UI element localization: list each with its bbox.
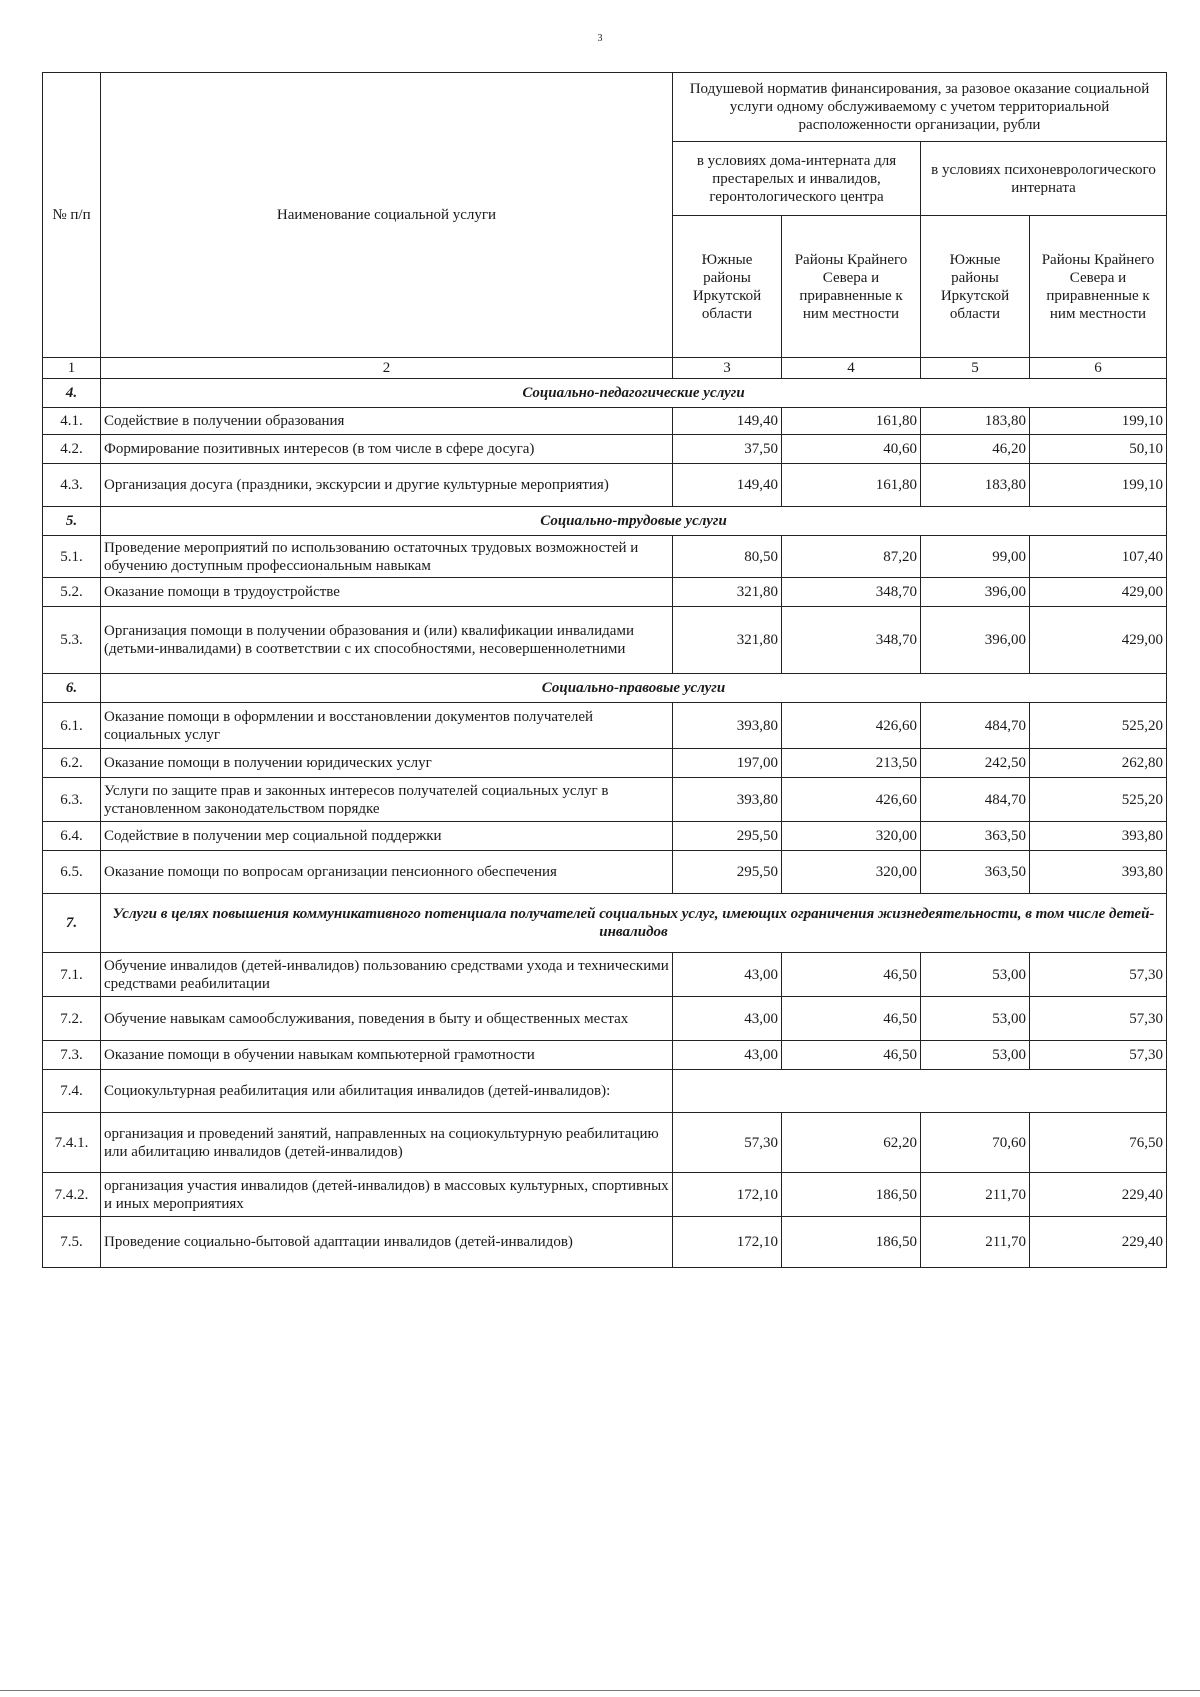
- norm-value: 46,50: [782, 953, 921, 997]
- header-group-psycho: в условиях психоневрологического интерната: [921, 142, 1167, 216]
- header-south-1: Южные районы Иркутской области: [673, 216, 782, 358]
- norm-value: 320,00: [782, 851, 921, 894]
- norm-value: 186,50: [782, 1217, 921, 1268]
- service-name: Содействие в получении мер социальной поддержки: [101, 822, 673, 851]
- header-norm-title: Подушевой норматив финансирования, за разовое оказание социальной услуги одному обслуживаемому с учетом территориальной расположенности организации, рубли: [673, 73, 1167, 142]
- column-numbers-row: [43, 358, 1167, 379]
- service-name: Формирование позитивных интересов (в том числе в сфере досуга): [101, 435, 673, 464]
- service-name: Оказание помощи в трудоустройстве: [101, 578, 673, 607]
- norms-table: [42, 72, 1167, 1268]
- footer-rule: [0, 1690, 1200, 1691]
- norm-value: 393,80: [1030, 822, 1167, 851]
- norm-value: 46,20: [921, 435, 1030, 464]
- row-number: 7.3.: [43, 1041, 101, 1070]
- header-north-2: Районы Крайнего Севера и приравненные к ним местности: [1030, 216, 1167, 358]
- norm-value: 348,70: [782, 578, 921, 607]
- service-name: Оказание помощи в получении юридических услуг: [101, 749, 673, 778]
- header-name: Наименование социальной услуги: [101, 73, 673, 358]
- norm-value: 172,10: [673, 1217, 782, 1268]
- norm-value: 229,40: [1030, 1217, 1167, 1268]
- service-name: Оказание помощи в обучении навыкам компьютерной грамотности: [101, 1041, 673, 1070]
- row-number: 7.2.: [43, 997, 101, 1041]
- row-number: 6.3.: [43, 778, 101, 822]
- norm-value: 57,30: [1030, 997, 1167, 1041]
- column-number: 6: [1030, 358, 1167, 379]
- norm-value: 484,70: [921, 703, 1030, 749]
- norm-value: 161,80: [782, 408, 921, 435]
- norm-value: 429,00: [1030, 578, 1167, 607]
- norm-value: 295,50: [673, 851, 782, 894]
- service-name: Организация помощи в получении образования и (или) квалификации инвалидами (детьми-инвалидами) в соответствии с их способностями, несовершеннолетними: [101, 607, 673, 674]
- section-number: 6.: [43, 674, 101, 703]
- service-name: Проведение мероприятий по использованию остаточных трудовых возможностей и обучению доступным профессиональным навыкам: [101, 536, 673, 578]
- norm-value: 57,30: [1030, 1041, 1167, 1070]
- norm-value: 199,10: [1030, 464, 1167, 507]
- norms-table-body: [43, 73, 1167, 1268]
- norm-value: 484,70: [921, 778, 1030, 822]
- table-row: [43, 822, 1167, 851]
- service-name: Социокультурная реабилитация или абилитация инвалидов (детей-инвалидов):: [101, 1070, 673, 1113]
- row-number: 5.1.: [43, 536, 101, 578]
- norm-value: 50,10: [1030, 435, 1167, 464]
- norm-value: 262,80: [1030, 749, 1167, 778]
- norm-value: 348,70: [782, 607, 921, 674]
- row-number: 7.5.: [43, 1217, 101, 1268]
- norm-value: 229,40: [1030, 1173, 1167, 1217]
- column-number: 4: [782, 358, 921, 379]
- table-row: [43, 536, 1167, 578]
- section-title: Социально-трудовые услуги: [101, 507, 1167, 536]
- norm-value: 57,30: [1030, 953, 1167, 997]
- norm-value: 183,80: [921, 464, 1030, 507]
- service-name: Проведение социально-бытовой адаптации инвалидов (детей-инвалидов): [101, 1217, 673, 1268]
- table-row: [43, 435, 1167, 464]
- table-row: [43, 1113, 1167, 1173]
- norm-value: 429,00: [1030, 607, 1167, 674]
- norm-value: 242,50: [921, 749, 1030, 778]
- norm-value: 53,00: [921, 997, 1030, 1041]
- section-title: Социально-правовые услуги: [101, 674, 1167, 703]
- norm-value: 80,50: [673, 536, 782, 578]
- column-number: 5: [921, 358, 1030, 379]
- norm-value: 426,60: [782, 703, 921, 749]
- norm-value: 186,50: [782, 1173, 921, 1217]
- norm-value: 76,50: [1030, 1113, 1167, 1173]
- column-number: 1: [43, 358, 101, 379]
- table-row: [43, 578, 1167, 607]
- norm-value: 393,80: [673, 703, 782, 749]
- norm-value: 426,60: [782, 778, 921, 822]
- section-row: [43, 379, 1167, 408]
- table-row: [43, 1070, 1167, 1113]
- service-name: Обучение инвалидов (детей-инвалидов) пользованию средствами ухода и техническими средствами реабилитации: [101, 953, 673, 997]
- row-number: 4.3.: [43, 464, 101, 507]
- norm-value: 525,20: [1030, 778, 1167, 822]
- section-row: [43, 507, 1167, 536]
- service-name: организация участия инвалидов (детей-инвалидов) в массовых культурных, спортивных и иных мероприятиях: [101, 1173, 673, 1217]
- header-south-2: Южные районы Иркутской области: [921, 216, 1030, 358]
- service-name: Оказание помощи в оформлении и восстановлении документов получателей социальных услуг: [101, 703, 673, 749]
- norm-value: 40,60: [782, 435, 921, 464]
- norm-value: 37,50: [673, 435, 782, 464]
- table-row: [43, 408, 1167, 435]
- norm-value: 183,80: [921, 408, 1030, 435]
- norm-value: 46,50: [782, 1041, 921, 1070]
- header-north-1: Районы Крайнего Севера и приравненные к ним местности: [782, 216, 921, 358]
- service-name: организация и проведений занятий, направленных на социокультурную реабилитацию или абилитацию инвалидов (детей-инвалидов): [101, 1113, 673, 1173]
- norm-value: 161,80: [782, 464, 921, 507]
- norm-value: 43,00: [673, 1041, 782, 1070]
- row-number: 7.4.1.: [43, 1113, 101, 1173]
- table-row: [43, 703, 1167, 749]
- table-row: [43, 953, 1167, 997]
- norm-value: 43,00: [673, 997, 782, 1041]
- section-title: Услуги в целях повышения коммуникативного потенциала получателей социальных услуг, имеющих ограничения жизнедеятельности, в том числе детей-инвалидов: [101, 894, 1167, 953]
- section-number: 4.: [43, 379, 101, 408]
- header-group-home: в условиях дома-интерната для престарелых и инвалидов, геронтологического центра: [673, 142, 921, 216]
- norm-value: 321,80: [673, 607, 782, 674]
- row-number: 4.1.: [43, 408, 101, 435]
- empty-values-cell: [673, 1070, 1167, 1113]
- row-number: 7.4.2.: [43, 1173, 101, 1217]
- norm-value: 393,80: [673, 778, 782, 822]
- norm-value: 393,80: [1030, 851, 1167, 894]
- row-number: 4.2.: [43, 435, 101, 464]
- norm-value: 363,50: [921, 822, 1030, 851]
- service-name: Обучение навыкам самообслуживания, поведения в быту и общественных местах: [101, 997, 673, 1041]
- row-number: 6.4.: [43, 822, 101, 851]
- service-name: Оказание помощи по вопросам организации пенсионного обеспечения: [101, 851, 673, 894]
- norm-value: 53,00: [921, 953, 1030, 997]
- service-name: Услуги по защите прав и законных интересов получателей социальных услуг в установленном законодательством порядке: [101, 778, 673, 822]
- norm-value: 53,00: [921, 1041, 1030, 1070]
- norm-value: 295,50: [673, 822, 782, 851]
- table-row: [43, 778, 1167, 822]
- section-row: [43, 674, 1167, 703]
- service-name: Организация досуга (праздники, экскурсии и другие культурные мероприятия): [101, 464, 673, 507]
- row-number: 7.1.: [43, 953, 101, 997]
- norm-value: 87,20: [782, 536, 921, 578]
- norm-value: 320,00: [782, 822, 921, 851]
- norm-value: 62,20: [782, 1113, 921, 1173]
- table-row: [43, 1173, 1167, 1217]
- row-number: 5.3.: [43, 607, 101, 674]
- norm-value: 43,00: [673, 953, 782, 997]
- norm-value: 70,60: [921, 1113, 1030, 1173]
- row-number: 6.1.: [43, 703, 101, 749]
- norm-value: 363,50: [921, 851, 1030, 894]
- column-number: 2: [101, 358, 673, 379]
- norm-value: 107,40: [1030, 536, 1167, 578]
- norm-value: 213,50: [782, 749, 921, 778]
- header-number: № п/п: [43, 73, 101, 358]
- row-number: 6.2.: [43, 749, 101, 778]
- norm-value: 172,10: [673, 1173, 782, 1217]
- norm-value: 321,80: [673, 578, 782, 607]
- norm-value: 149,40: [673, 464, 782, 507]
- norm-value: 149,40: [673, 408, 782, 435]
- table-row: [43, 851, 1167, 894]
- table-row: [43, 749, 1167, 778]
- table-row: [43, 464, 1167, 507]
- norm-value: 197,00: [673, 749, 782, 778]
- column-number: 3: [673, 358, 782, 379]
- norm-value: 211,70: [921, 1173, 1030, 1217]
- norm-value: 57,30: [673, 1113, 782, 1173]
- norm-value: 396,00: [921, 578, 1030, 607]
- row-number: 5.2.: [43, 578, 101, 607]
- row-number: 6.5.: [43, 851, 101, 894]
- table-row: [43, 607, 1167, 674]
- norm-value: 46,50: [782, 997, 921, 1041]
- norm-value: 396,00: [921, 607, 1030, 674]
- section-number: 5.: [43, 507, 101, 536]
- table-row: [43, 1217, 1167, 1268]
- row-number: 7.4.: [43, 1070, 101, 1113]
- norm-value: 211,70: [921, 1217, 1030, 1268]
- service-name: Содействие в получении образования: [101, 408, 673, 435]
- section-number: 7.: [43, 894, 101, 953]
- section-row: [43, 894, 1167, 953]
- norm-value: 525,20: [1030, 703, 1167, 749]
- norm-value: 99,00: [921, 536, 1030, 578]
- table-row: [43, 1041, 1167, 1070]
- page-number: 3: [597, 33, 603, 44]
- table-row: [43, 997, 1167, 1041]
- norm-value: 199,10: [1030, 408, 1167, 435]
- section-title: Социально-педагогические услуги: [101, 379, 1167, 408]
